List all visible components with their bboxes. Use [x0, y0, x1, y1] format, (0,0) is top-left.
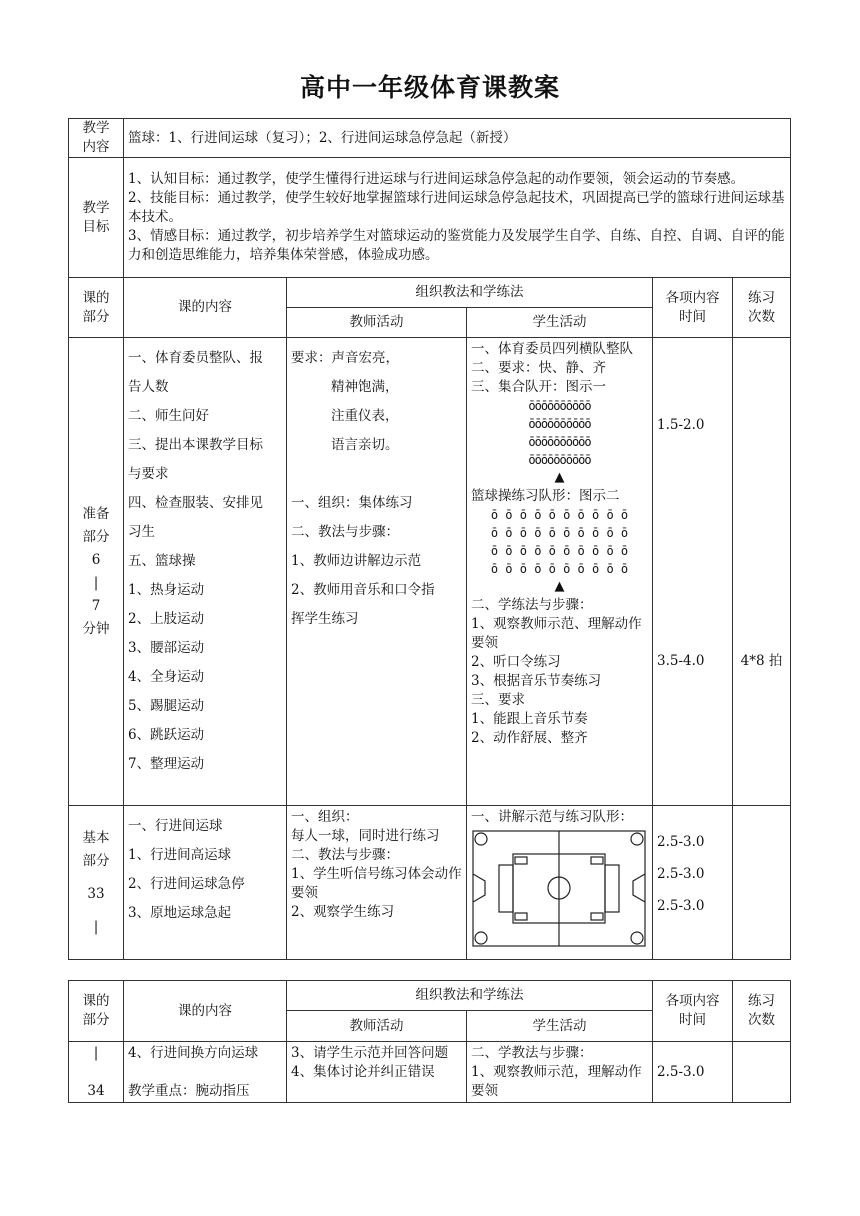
- list-item: 1、行进间高运球: [128, 847, 232, 863]
- list-item: 一、体育委员整队、报: [128, 350, 263, 366]
- student-item: 二、要求：快、静、齐: [471, 360, 606, 376]
- header-org: 组织教法和学练法: [287, 981, 653, 1011]
- list-item: 1、热身运动: [128, 582, 205, 598]
- basic-teacher: 一、组织： 每人一球，同时进行练习 二、教法与步骤： 1、学生听信号练习体会动作要领 2、观察学生练习: [287, 806, 467, 960]
- formation-diagram-2: ō ō ō ō ō ō ō ō ō ō ō ō ō ō ō ō ō ō ō ō ō ō ō ō ō ō ō ō ō ō ō ō ō ō ō ō ō ō ō ō: [490, 508, 629, 576]
- prep-content: [124, 338, 287, 806]
- student-item: 三、要求: [471, 692, 525, 708]
- basic-part: 基本 部分 33 |: [69, 806, 124, 960]
- student-item: 一、讲解示范与练习队形：: [471, 809, 633, 825]
- list-item: 2、上肢运动: [128, 611, 205, 627]
- goal-item: 1、认知目标：通过教学，使学生懂得行进运球与行进间运球急停急起的动作要领，领会运动的节奏感。: [128, 171, 745, 187]
- basic-reps: [733, 806, 791, 960]
- header-reps: 练习 次数: [733, 981, 791, 1042]
- list-item: 与要求: [128, 466, 169, 482]
- prep-teacher: [287, 338, 467, 806]
- list-item: 教学重点：腕动指压: [128, 1083, 250, 1099]
- page-title: 高中一年级体育课教案: [299, 73, 560, 102]
- list-item: 四、检查服装、安排见: [128, 495, 263, 511]
- student-item: 3、根据音乐节奏练习: [471, 673, 602, 689]
- student-item: 三、集合队开：图示一: [471, 379, 606, 395]
- continued-reps: [733, 1042, 791, 1103]
- prep-time: 1.5-2.0 3.5-4.0: [653, 338, 733, 806]
- formation-diagram-1: ōōōōōōōōōō ōōōōōōōōōō ōōōōōōōōōō ōōōōōōōōōō: [528, 399, 591, 467]
- header-time: 各项内容 时间: [653, 278, 733, 338]
- basketball-court-diagram: [471, 829, 647, 949]
- teaching-content-text: 篮球：1、行进间运球（复习）；2、行进间运球急停急起（新授）: [124, 119, 791, 158]
- list-item: 三、提出本课教学目标: [128, 437, 263, 453]
- teacher-req: 要求：声音宏亮，: [291, 350, 399, 366]
- header-student: 学生活动: [467, 308, 653, 338]
- teacher-req: 注重仪表，: [331, 408, 399, 424]
- formation-2-label: 篮球操练习队形：图示二: [471, 488, 620, 504]
- teacher-step: 挥学生练习: [291, 611, 359, 627]
- student-item: 2、动作舒展、整齐: [471, 730, 588, 746]
- list-item: 7、整理运动: [128, 756, 205, 772]
- teacher-step: 二、教法与步骤：: [291, 524, 399, 540]
- basic-content: [124, 806, 287, 960]
- list-item: 五、篮球操: [128, 553, 196, 569]
- teaching-content-label: 教学 内容: [69, 119, 124, 158]
- student-item: 1、能跟上音乐节奏: [471, 711, 588, 727]
- basic-time: 2.5-3.0 2.5-3.0 2.5-3.0: [653, 806, 733, 960]
- teaching-goal-label: 教学 目标: [69, 158, 124, 278]
- prep-student: [467, 338, 653, 806]
- goal-item: 2、技能目标：通过教学，使学生较好地掌握篮球行进间运球急停急起技术，巩固提高已学的篮球行进间运球基本技术。: [128, 190, 785, 225]
- student-item: 1、观察教师示范、理解动作要领: [471, 616, 642, 651]
- goal-item: 3、情感目标：通过教学，初步培养学生对篮球运动的鉴赏能力及发展学生自学、自练、自控、自调、自评的能力和创造思维能力，培养集体荣誉感，体验成功感。: [128, 228, 785, 263]
- continued-teacher: 3、请学生示范并回答问题 4、集体讨论并纠正错误: [287, 1042, 467, 1103]
- header-teacher: 教师活动: [287, 1011, 467, 1042]
- lesson-plan-table-continued: [68, 980, 791, 1103]
- header-part: 课的 部分: [69, 981, 124, 1042]
- list-item: 一、行进间运球: [128, 818, 223, 834]
- header-org: 组织教法和学练法: [287, 278, 653, 308]
- continued-content: [124, 1042, 287, 1103]
- header-student: 学生活动: [467, 1011, 653, 1042]
- list-item: 4、全身运动: [128, 669, 205, 685]
- lesson-plan-table: [68, 118, 791, 960]
- teacher-step: 1、教师边讲解边示范: [291, 553, 422, 569]
- prep-reps: 4*8 拍: [733, 338, 791, 806]
- list-item: 4、行进间换方向运球: [128, 1045, 259, 1061]
- prep-part: 准备 部分 6 | 7 分钟: [69, 338, 124, 806]
- list-item: 3、原地运球急起: [128, 905, 232, 921]
- teacher-step: 一、组织：集体练习: [291, 495, 413, 511]
- continued-time: 2.5-3.0: [653, 1042, 733, 1103]
- continued-part: | 34: [69, 1042, 124, 1103]
- teacher-marker-icon: ▲: [554, 579, 565, 594]
- header-part: 课的 部分: [69, 278, 124, 338]
- header-time: 各项内容 时间: [653, 981, 733, 1042]
- student-item: 二、学练法与步骤：: [471, 597, 593, 613]
- continued-student: 二、学教法与步骤： 1、观察教师示范，理解动作要领: [467, 1042, 653, 1103]
- list-item: 告人数: [128, 379, 169, 395]
- teacher-req: 语言亲切。: [331, 437, 399, 453]
- header-content: 课的内容: [124, 981, 287, 1042]
- list-item: 6、跳跃运动: [128, 727, 205, 743]
- list-item: 习生: [128, 524, 155, 540]
- header-teacher: 教师活动: [287, 308, 467, 338]
- header-content: 课的内容: [124, 278, 287, 338]
- list-item: 3、腰部运动: [128, 640, 205, 656]
- student-item: 一、体育委员四列横队整队: [471, 341, 633, 357]
- teacher-step: 2、教师用音乐和口令指: [291, 582, 435, 598]
- teacher-marker-icon: ▲: [554, 470, 565, 485]
- teacher-req: 精神饱满，: [331, 379, 399, 395]
- teaching-goals: [124, 158, 791, 278]
- list-item: 二、师生问好: [128, 408, 209, 424]
- basic-student: [467, 806, 653, 960]
- student-item: 2、听口令练习: [471, 654, 561, 670]
- list-item: 2、行进间运球急停: [128, 876, 245, 892]
- list-item: 5、踢腿运动: [128, 698, 205, 714]
- header-reps: 练习 次数: [733, 278, 791, 338]
